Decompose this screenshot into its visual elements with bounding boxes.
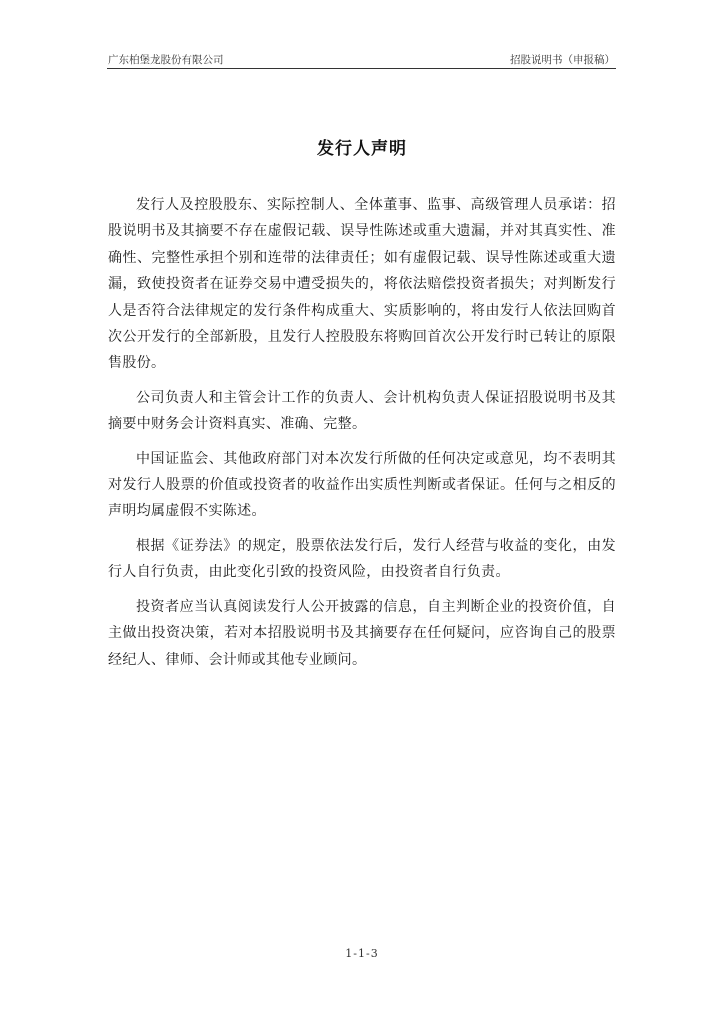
- page-header: [107, 50, 616, 69]
- page-number: 1-1-3: [345, 947, 379, 960]
- paragraph-issuer-commitment: 发行人及控股股东、实际控制人、全体董事、监事、高级管理人员承诺：招股说明书及其摘要不存在虚假记载、误导性陈述或重大遗漏，并对其真实性、准确性、完整性承担个别和连带的法律责任；如有虚假记载、误导性陈述或重大遗漏，致使投资者在证券交易中遭受损失的，将依法赔偿投资者损失；对判断发行人是否符合法律规定的发行条件构成重大、实质影响的，将由发行人依法回购首次公开发行的全部新股，且发行人控股股东将购回首次公开发行时已转让的原限售股份。: [108, 197, 616, 372]
- page-title: 发行人声明: [317, 139, 407, 159]
- header-company-name: 广东柏堡龙股份有限公司: [108, 54, 224, 66]
- paragraph-securities-law: 根据《证券法》的规定，股票依法发行后，发行人经营与收益的变化，由发行人自行负责，由此变化引致的投资风险，由投资者自行负责。: [108, 537, 616, 581]
- paragraph-regulator-disclaimer: 中国证监会、其他政府部门对本次发行所做的任何决定或意见，均不表明其对发行人股票的价值或投资者的收益作出实质性判断或者保证。任何与之相反的声明均属虚假不实陈述。: [108, 450, 616, 520]
- statement-body: [108, 192, 616, 681]
- paragraph-financial-accuracy: 公司负责人和主管会计工作的负责人、会计机构负责人保证招股说明书及其摘要中财务会计资料真实、准确、完整。: [108, 389, 616, 433]
- paragraph-investor-advice: 投资者应当认真阅读发行人公开披露的信息，自主判断企业的投资价值，自主做出投资决策，若对本招股说明书及其摘要存在任何疑问，应咨询自己的股票经纪人、律师、会计师或其他专业顾问。: [108, 598, 616, 668]
- header-document-type: 招股说明书（申报稿）: [510, 54, 615, 66]
